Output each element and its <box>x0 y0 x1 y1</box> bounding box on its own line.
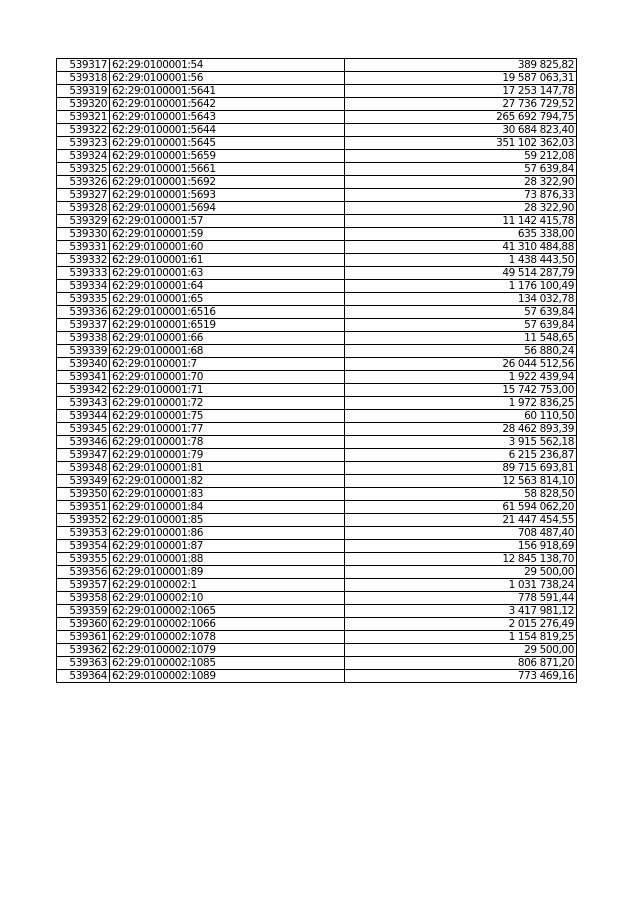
cadastral-value-cell: 3 417 981,12 <box>345 605 577 618</box>
table-row <box>57 215 577 228</box>
cadastral-number-cell: 62:29:0100002:1079 <box>110 644 345 657</box>
cadastral-number-cell: 62:29:0100001:5692 <box>110 176 345 189</box>
table-row <box>57 462 577 475</box>
cadastral-number-cell: 62:29:0100001:77 <box>110 423 345 436</box>
cadastral-number-cell: 62:29:0100001:5642 <box>110 98 345 111</box>
table-row <box>57 280 577 293</box>
row-id-cell: 539334 <box>57 280 110 293</box>
table-row <box>57 501 577 514</box>
cadastral-value-cell: 156 918,69 <box>345 540 577 553</box>
table-row <box>57 384 577 397</box>
cadastral-number-cell: 62:29:0100002:1078 <box>110 631 345 644</box>
cadastral-value-cell: 3 915 562,18 <box>345 436 577 449</box>
row-id-cell: 539348 <box>57 462 110 475</box>
cadastral-number-cell: 62:29:0100002:1065 <box>110 605 345 618</box>
cadastral-value-cell: 61 594 062,20 <box>345 501 577 514</box>
cadastral-number-cell: 62:29:0100001:57 <box>110 215 345 228</box>
cadastral-number-cell: 62:29:0100001:70 <box>110 371 345 384</box>
table-row <box>57 176 577 189</box>
row-id-cell: 539342 <box>57 384 110 397</box>
cadastral-number-cell: 62:29:0100001:68 <box>110 345 345 358</box>
cadastral-number-cell: 62:29:0100001:56 <box>110 72 345 85</box>
cadastral-number-cell: 62:29:0100001:65 <box>110 293 345 306</box>
cadastral-number-cell: 62:29:0100001:7 <box>110 358 345 371</box>
cadastral-number-cell: 62:29:0100001:5645 <box>110 137 345 150</box>
row-id-cell: 539353 <box>57 527 110 540</box>
table-row <box>57 514 577 527</box>
table-row <box>57 488 577 501</box>
table-row <box>57 423 577 436</box>
cadastral-value-cell: 59 212,08 <box>345 150 577 163</box>
cadastral-value-cell: 49 514 287,79 <box>345 267 577 280</box>
cadastral-value-cell: 635 338,00 <box>345 228 577 241</box>
cadastral-number-cell: 62:29:0100002:1089 <box>110 670 345 683</box>
cadastral-number-cell: 62:29:0100001:5661 <box>110 163 345 176</box>
row-id-cell: 539344 <box>57 410 110 423</box>
table-row <box>57 358 577 371</box>
table-row <box>57 98 577 111</box>
row-id-cell: 539317 <box>57 59 110 72</box>
cadastral-value-cell: 17 253 147,78 <box>345 85 577 98</box>
row-id-cell: 539320 <box>57 98 110 111</box>
table-row <box>57 137 577 150</box>
row-id-cell: 539338 <box>57 332 110 345</box>
cadastral-value-cell: 11 548,65 <box>345 332 577 345</box>
row-id-cell: 539357 <box>57 579 110 592</box>
cadastral-value-cell: 265 692 794,75 <box>345 111 577 124</box>
cadastral-value-cell: 15 742 753,00 <box>345 384 577 397</box>
cadastral-value-cell: 12 563 814,10 <box>345 475 577 488</box>
cadastral-number-cell: 62:29:0100002:1085 <box>110 657 345 670</box>
cadastral-number-cell: 62:29:0100002:1 <box>110 579 345 592</box>
row-id-cell: 539322 <box>57 124 110 137</box>
cadastral-number-cell: 62:29:0100001:81 <box>110 462 345 475</box>
cadastral-number-cell: 62:29:0100001:5659 <box>110 150 345 163</box>
cadastral-value-cell: 778 591,44 <box>345 592 577 605</box>
cadastral-number-cell: 62:29:0100001:66 <box>110 332 345 345</box>
cadastral-number-cell: 62:29:0100001:54 <box>110 59 345 72</box>
row-id-cell: 539336 <box>57 306 110 319</box>
table-row <box>57 254 577 267</box>
cadastral-number-cell: 62:29:0100002:1066 <box>110 618 345 631</box>
row-id-cell: 539356 <box>57 566 110 579</box>
cadastral-number-cell: 62:29:0100001:86 <box>110 527 345 540</box>
table-row <box>57 202 577 215</box>
cadastral-value-cell: 57 639,84 <box>345 306 577 319</box>
table-row <box>57 124 577 137</box>
row-id-cell: 539347 <box>57 449 110 462</box>
row-id-cell: 539321 <box>57 111 110 124</box>
table-row <box>57 306 577 319</box>
cadastral-number-cell: 62:29:0100001:87 <box>110 540 345 553</box>
cadastral-value-cell: 806 871,20 <box>345 657 577 670</box>
cadastral-value-cell: 134 032,78 <box>345 293 577 306</box>
table-row <box>57 579 577 592</box>
row-id-cell: 539364 <box>57 670 110 683</box>
cadastral-value-cell: 1 922 439,94 <box>345 371 577 384</box>
cadastral-value-cell: 1 176 100,49 <box>345 280 577 293</box>
table-row <box>57 319 577 332</box>
table-row <box>57 540 577 553</box>
cadastral-value-cell: 1 154 819,25 <box>345 631 577 644</box>
cadastral-number-cell: 62:29:0100001:71 <box>110 384 345 397</box>
row-id-cell: 539339 <box>57 345 110 358</box>
cadastral-value-cell: 30 684 823,40 <box>345 124 577 137</box>
table-row <box>57 618 577 631</box>
cadastral-value-cell: 1 438 443,50 <box>345 254 577 267</box>
cadastral-value-cell: 58 828,50 <box>345 488 577 501</box>
table-row <box>57 566 577 579</box>
row-id-cell: 539327 <box>57 189 110 202</box>
table-row <box>57 475 577 488</box>
row-id-cell: 539349 <box>57 475 110 488</box>
cadastral-number-cell: 62:29:0100001:75 <box>110 410 345 423</box>
row-id-cell: 539352 <box>57 514 110 527</box>
cadastral-value-cell: 389 825,82 <box>345 59 577 72</box>
cadastral-number-cell: 62:29:0100001:63 <box>110 267 345 280</box>
cadastral-number-cell: 62:29:0100001:5643 <box>110 111 345 124</box>
cadastral-value-cell: 27 736 729,52 <box>345 98 577 111</box>
row-id-cell: 539360 <box>57 618 110 631</box>
table-row <box>57 657 577 670</box>
cadastral-number-cell: 62:29:0100001:83 <box>110 488 345 501</box>
cadastral-value-cell: 28 322,90 <box>345 202 577 215</box>
cadastral-number-cell: 62:29:0100001:5694 <box>110 202 345 215</box>
cadastral-number-cell: 62:29:0100001:5641 <box>110 85 345 98</box>
cadastral-value-cell: 19 587 063,31 <box>345 72 577 85</box>
cadastral-number-cell: 62:29:0100001:89 <box>110 566 345 579</box>
row-id-cell: 539318 <box>57 72 110 85</box>
row-id-cell: 539340 <box>57 358 110 371</box>
table-row <box>57 436 577 449</box>
table-row <box>57 592 577 605</box>
row-id-cell: 539324 <box>57 150 110 163</box>
cadastral-value-table <box>56 58 577 683</box>
row-id-cell: 539337 <box>57 319 110 332</box>
cadastral-value-cell: 2 015 276,49 <box>345 618 577 631</box>
cadastral-number-cell: 62:29:0100001:60 <box>110 241 345 254</box>
cadastral-value-cell: 1 972 836,25 <box>345 397 577 410</box>
cadastral-number-cell: 62:29:0100001:82 <box>110 475 345 488</box>
row-id-cell: 539331 <box>57 241 110 254</box>
cadastral-number-cell: 62:29:0100001:78 <box>110 436 345 449</box>
cadastral-number-cell: 62:29:0100001:6519 <box>110 319 345 332</box>
cadastral-value-cell: 29 500,00 <box>345 566 577 579</box>
row-id-cell: 539319 <box>57 85 110 98</box>
table-body <box>57 59 577 683</box>
cadastral-value-cell: 57 639,84 <box>345 319 577 332</box>
table-row <box>57 241 577 254</box>
table-row <box>57 85 577 98</box>
table-row <box>57 267 577 280</box>
cadastral-number-cell: 62:29:0100002:10 <box>110 592 345 605</box>
table-row <box>57 72 577 85</box>
cadastral-value-cell: 11 142 415,78 <box>345 215 577 228</box>
row-id-cell: 539350 <box>57 488 110 501</box>
table-row <box>57 150 577 163</box>
cadastral-number-cell: 62:29:0100001:72 <box>110 397 345 410</box>
row-id-cell: 539359 <box>57 605 110 618</box>
cadastral-value-cell: 29 500,00 <box>345 644 577 657</box>
table-row <box>57 449 577 462</box>
table-row <box>57 631 577 644</box>
cadastral-value-cell: 6 215 236,87 <box>345 449 577 462</box>
row-id-cell: 539332 <box>57 254 110 267</box>
cadastral-number-cell: 62:29:0100001:59 <box>110 228 345 241</box>
table-row <box>57 332 577 345</box>
table-row <box>57 189 577 202</box>
cadastral-value-cell: 351 102 362,03 <box>345 137 577 150</box>
cadastral-value-cell: 41 310 484,88 <box>345 241 577 254</box>
table-row <box>57 293 577 306</box>
cadastral-number-cell: 62:29:0100001:88 <box>110 553 345 566</box>
cadastral-number-cell: 62:29:0100001:5644 <box>110 124 345 137</box>
cadastral-value-cell: 73 876,33 <box>345 189 577 202</box>
table-row <box>57 605 577 618</box>
row-id-cell: 539345 <box>57 423 110 436</box>
row-id-cell: 539362 <box>57 644 110 657</box>
row-id-cell: 539323 <box>57 137 110 150</box>
row-id-cell: 539358 <box>57 592 110 605</box>
row-id-cell: 539346 <box>57 436 110 449</box>
cadastral-number-cell: 62:29:0100001:61 <box>110 254 345 267</box>
table-row <box>57 644 577 657</box>
row-id-cell: 539335 <box>57 293 110 306</box>
table-row <box>57 163 577 176</box>
table-row <box>57 371 577 384</box>
cadastral-number-cell: 62:29:0100001:84 <box>110 501 345 514</box>
cadastral-value-cell: 21 447 454,55 <box>345 514 577 527</box>
cadastral-value-cell: 28 322,90 <box>345 176 577 189</box>
table-row <box>57 59 577 72</box>
table-row <box>57 410 577 423</box>
cadastral-value-cell: 1 031 738,24 <box>345 579 577 592</box>
table-row <box>57 527 577 540</box>
row-id-cell: 539351 <box>57 501 110 514</box>
table-row <box>57 553 577 566</box>
row-id-cell: 539329 <box>57 215 110 228</box>
row-id-cell: 539363 <box>57 657 110 670</box>
cadastral-number-cell: 62:29:0100001:85 <box>110 514 345 527</box>
cadastral-value-cell: 60 110,50 <box>345 410 577 423</box>
table-row <box>57 228 577 241</box>
row-id-cell: 539333 <box>57 267 110 280</box>
row-id-cell: 539326 <box>57 176 110 189</box>
cadastral-value-cell: 12 845 138,70 <box>345 553 577 566</box>
row-id-cell: 539343 <box>57 397 110 410</box>
cadastral-value-cell: 708 487,40 <box>345 527 577 540</box>
cadastral-number-cell: 62:29:0100001:79 <box>110 449 345 462</box>
cadastral-value-cell: 57 639,84 <box>345 163 577 176</box>
cadastral-value-cell: 28 462 893,39 <box>345 423 577 436</box>
table-row <box>57 345 577 358</box>
row-id-cell: 539330 <box>57 228 110 241</box>
cadastral-number-cell: 62:29:0100001:64 <box>110 280 345 293</box>
cadastral-value-cell: 89 715 693,81 <box>345 462 577 475</box>
cadastral-value-cell: 26 044 512,56 <box>345 358 577 371</box>
table-row <box>57 670 577 683</box>
cadastral-number-cell: 62:29:0100001:5693 <box>110 189 345 202</box>
row-id-cell: 539361 <box>57 631 110 644</box>
row-id-cell: 539328 <box>57 202 110 215</box>
table-row <box>57 111 577 124</box>
cadastral-value-cell: 773 469,16 <box>345 670 577 683</box>
cadastral-number-cell: 62:29:0100001:6516 <box>110 306 345 319</box>
cadastral-value-cell: 56 880,24 <box>345 345 577 358</box>
row-id-cell: 539325 <box>57 163 110 176</box>
row-id-cell: 539341 <box>57 371 110 384</box>
table-row <box>57 397 577 410</box>
row-id-cell: 539354 <box>57 540 110 553</box>
row-id-cell: 539355 <box>57 553 110 566</box>
